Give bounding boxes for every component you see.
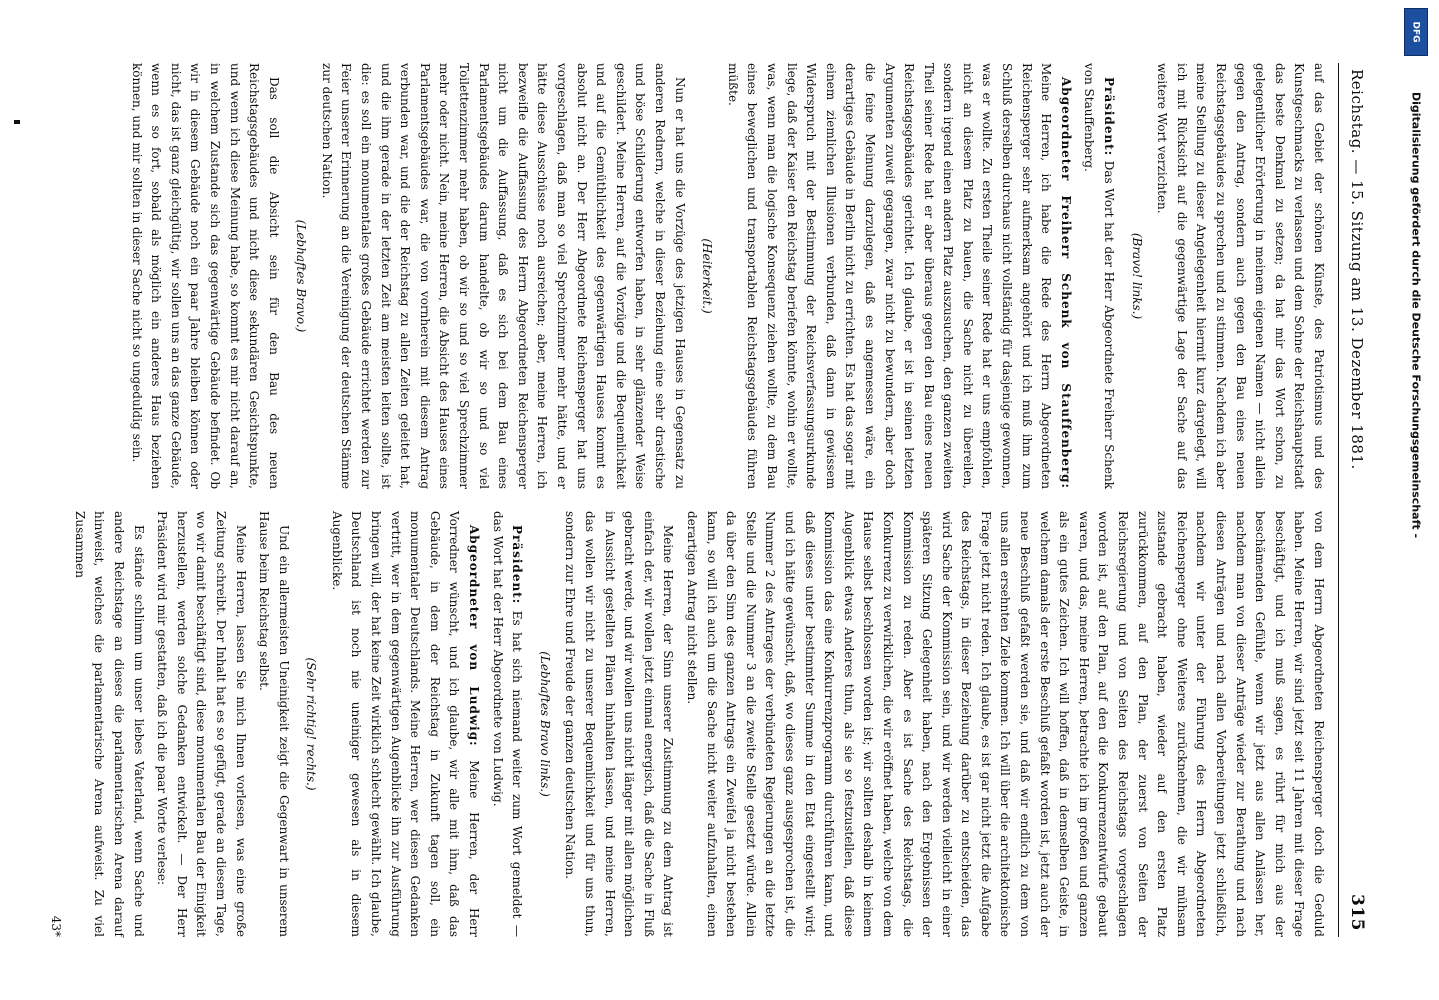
signature-mark: 43* [49, 915, 64, 937]
body-paragraph: auf das Gebiet der schönen Künste, des Patriotismus und des Kunstgeschmacks zu verlassen und dem Sohne der Reichshauptstadt das beste Denkmal zu setzen; da hat mir das Wort schon, zu gelegentlicher Erörterung in meinem eigenen Namen — nicht allein gegen den Antrag, sondern auch gegen den Bau eines neuen Reichstagsgebäudes zu sprechen und zu stimmen. Nachdem ich aber meine Stellung zu dieser Angelegenheit hiermit kurz dargelegt, will ich mit Rücksicht auf die gegenwärtige Lage der Sache auf das weitere Wort verzichten. [1155, 63, 1326, 489]
stage-direction: (Sehr richtig! rechts.) [304, 657, 319, 791]
speech-paragraph [487, 511, 526, 937]
speech-paragraph [722, 63, 1075, 489]
stage-direction: (Lebhaftes Bravo links.) [537, 651, 552, 797]
body-paragraph: Es stände schlimm um unser liebes Vaterland, wenn Sache und andere Reichstage an dieses die parlamentarischen Arena darauf hinweist, welches die parlamentarische Arena aufweist. Zu viel Zusammen [72, 511, 146, 937]
body-paragraph: Das soll die Absicht sein für den Bau des neuen Reichstagsgebäudes und nicht diese sekundären Gesichtspunkte, und wenn ich diese Meinung habe, so kommt es mir nicht darauf an, in welchem Zustande sich das gegenwärtige Gebäude befindet. Ob wir in diesem Gebäude noch ein paar Jahre bleiben können oder nicht, das ist ganz gleichgültig, wir sollen uns an das ganze Gebäude, wenn es so fort, sobald als möglich ein anderes Haus beziehen können, und mir sollten in dieser Sache nicht so ungeduldig sein. [129, 63, 281, 489]
body-paragraph: Nun er hat uns die Vorzüge des jetzigen Hauses in Gegensatz zu anderen Rednern, welche in dieser Beziehung eine sehr drastische und böse Schilderung entworfen haben, in sehr glänzender Weise geschildert. Meine Herren, auf die Vorzüge und die Bequemlichkeit und auf die Gemüthlichkeit des gegenwärtigen Hauses kommt es absolut nicht an. Der Herr Abgeordnete Reichensperger hat uns vorgeschlagen, daß man so viel Sprechzimmer mehr hätte, und er hätte diese Ausschüsse noch ausreichen; aber, meine Herren, ich bezweifle die Auffassung des Herrn Abgeordneten Reichensperger nicht um die Auffassung, daß es sich bei dem Bau eines Parlamentsgebäudes darum handelte, ob wir so und so viel Toilettenzimmer mehr haben, ob wir so und so viel Sprechzimmer mehr oder nicht. Nein, meine Herren, die Absicht des Hauses eines Parlamentsgebäudes war, die von vornherein mit diesem Antrag verbunden war, und die der Reichstag zu allen Zeiten geleitet hat, und die ihm gerade in der letzten Zeit am meisten leiten sollte, ist die: es soll ein monumentales großes Gebäude errichtet werden zur Feier unserer Erinnerung an die Vereinigung der deutschen Stämme zur deutschen Nation. [319, 63, 687, 489]
scan-speck [14, 120, 20, 124]
dfg-logo-text: DFG [1410, 21, 1421, 43]
speaker-name: Präsident: [1102, 77, 1117, 157]
digitization-sidebar [1400, 0, 1432, 1000]
dfg-logo [1404, 8, 1428, 56]
speech-text: Meine Herren, der Herr Vorredner wünscht, und ich glaube, wir alle mit ihm, daß das Gebäude, in dem der Reichstag in Zukunft tagen soll, ein monumentaler Deutschlands. Meine Herren, wer diesen Gedanken vertritt, wer in dem gegenwärtigen Augenblicke ihn zur Ausführung bringen will, der hat keine Zeit wirklich schlecht gewählt. Ich glaube, Deutschland ist noch nie uneiniger gewesen als in diesem Augenblicke. [329, 511, 482, 937]
digitization-credit-text: Digitalisierung gefördert durch die Deutsche Forschungsgemeinschaft - [1409, 91, 1423, 539]
page-number: 315 [1347, 894, 1367, 931]
speech-text: Es hat sich niemand weiter zum Wort gemeldet — das Wort hat der Herr Abgeordnete von Ludwig. [490, 511, 525, 937]
stage-direction: (Heiterkeit.) [700, 238, 715, 314]
body-paragraph: von dem Herrn Abgeordneten Reichensperger doch die Geduld haben. Meine Herren, wir sind jetzt seit 11 Jahren mit dieser Frage beschäftigt, und ich muß sagen, es rührt für mich aus der beschämenden Gefühle, wenn wir jetzt aus allen Anlässen her, nachdem man von dieser Anträge wieder zur Berathung und nach diesen Anträgen und nach allen Vorbereitungen jetzt schließlich, nachdem wir unter der Führung des Herrn Abgeordneten Reichensperger ohne Weiteres zurücknehmen, die wir mühsam zustande gebracht haben, wieder auf den ersten Platz zurückkommen, auf den Plan, der zuerst von Seiten der Reichsregierung und von Seiten des Reichstags vorgeschlagen worden ist, auf den Plan, auf den die Konkurrenzentwürfe gebaut waren, und das, meine Herren, betrachte ich im großen und ganzen als ein gutes Zeichen. Ich will hoffen, daß in demselben Geiste, in welchem damals der erste Beschluß gefaßt worden ist, jetzt auch der neue Beschluß gefaßt werden sie, und daß wir endlich zu dem von uns allen ersehnten Ziele kommen. Ich will über die architektonische Frage jetzt nicht reden. Ich glaube, es ist gar nicht jetzt die Aufgabe des Reichstags, in dieser Beziehung darüber zu entscheiden, das wird Sache der Kommission sein, und wir werden vielleicht in einer späteren Sitzung Gelegenheit haben, nach den Ergebnissen der Kommission zu reden. Aber es ist Sache des Reichstags, die Konkurrenz zu verwirklichen, die wir eröffnet haben, welche von dem Hause selbst beschlossen worden ist; wir sollten deshalb in keinem Augenblick etwas Anderes thun, als sie so festzustellen, daß diese Kommission das eine Konkurrenzprogramm durchführen kann, und daß dieses unter bestimmter Summe in den Etat eingestellt wird; und ich hätte gewünscht, daß, wo dieses ganz ausgesprochen ist, die Nummer 2 des Antrages der verbündeten Regierungen an die letzte Stelle und die Nummer 3 an die zweite Stelle gesetzt würde. Allein da über den Sinn des ganzen Antrags ein Zweifel ja nicht bestehen kann, so will ich auch um die Sache nicht weiter aufzuhalten, einen derartigen Antrag nicht stellen. [685, 511, 1326, 937]
speech-paragraph [1079, 63, 1118, 489]
speech-paragraph [326, 511, 483, 937]
speaker-name: Präsident: [510, 525, 525, 605]
stage-direction: (Bravo! links.) [1129, 232, 1144, 320]
body-paragraph: Und ein allermeisten Uneinigkeit zeigt die Gegenwart in unserem Hause beim Reichstag selbst. [257, 511, 291, 937]
body-paragraph: Meine Herren, lassen Sie mich Ihnen vorlesen, was eine große Zeitung schreibt. Der Inhalt hat es so gefügt, gerade an diesem Tage, wo wir damit beschäftigt sind, diese monumentalen Bau der Einigkeit herzustellen, werden solche Gedanken entwickelt. — Der Herr Präsident wird mir gestatten, daß ich die paar Worte verlese: [155, 511, 248, 937]
stage-direction: (Lebhaftes Bravo.) [294, 219, 309, 333]
speech-text: Meine Herren, ich habe die Rede des Herrn Abgeordneten Reichensperger sehr aufmerksam angehört und ich muß ihm zum Schluß derselben durchaus nicht vollständig für dasjenige gewonnen, was er wollte. Zu ersten Theile seiner Rede hat er uns empfohlen, nicht an diesem Platz zu bauen, die Sache nicht zu übereilen, sondern irgend einen andern Platz auszusuchen, den ganzen zweiten Theil seiner Rede hat er aber überaus gegen den Bau eines neuen Reichstagsgebäudes gerichtet. Ich glaube, er ist in seinen letzten Argumenten zuweit gegangen, zwar nicht zu bewundern, aber doch die feine Meinung darzulegen, daß es angemessen wäre, ein derartiges Gebäude in Berlin nicht zu errichten. Es hat das sogar mit einem ziemlichen Illusionen verbunden, daß dann in gewissem Widerspruch mit der Bestimmung der Reichsverfassungsurkunde liege, daß der Kaiser den Reichstag beriefen könnte, wohin er wollte, was, wenn man die logische Konsequenz ziehen wollte, zu dem Bau eines beweglichen und transportablen Reichstagsgebäudes führen müßte. [725, 63, 1054, 489]
text-columns [49, 63, 1328, 937]
page-header [1338, 63, 1367, 937]
speech-text: Das Wort hat der Herr Abgeordnete Freiherr Schenk von Stauffenberg. [1082, 63, 1117, 489]
left-column [88, 63, 1328, 489]
body-paragraph: Meine Herren, der Sinn unserer Zustimmung zu dem Antrag ist einfach der, wir wollen jetzt einmal energisch, daß die Sache in Fluß gebracht werde, und wir wollen uns nicht länger mit allen möglichen in Aussicht gestellten Plänen hinhalten lassen, und meine Herren, das wollen wir nicht zu unserer Bequemlichkeit und für uns thun, sondern zur Ehre und Freude der ganzen deutschen Nation. [563, 511, 676, 937]
speaker-name: Abgeordneter von Ludwig: [467, 525, 482, 747]
page-header-title: Reichstag. — 15. Sitzung am 13. Dezember 1881. [1348, 69, 1366, 470]
right-column [49, 511, 1328, 937]
scanned-page [51, 45, 1381, 955]
speaker-name: Abgeordneter Freiherr Schenk von Stauffenberg: [1058, 77, 1073, 489]
